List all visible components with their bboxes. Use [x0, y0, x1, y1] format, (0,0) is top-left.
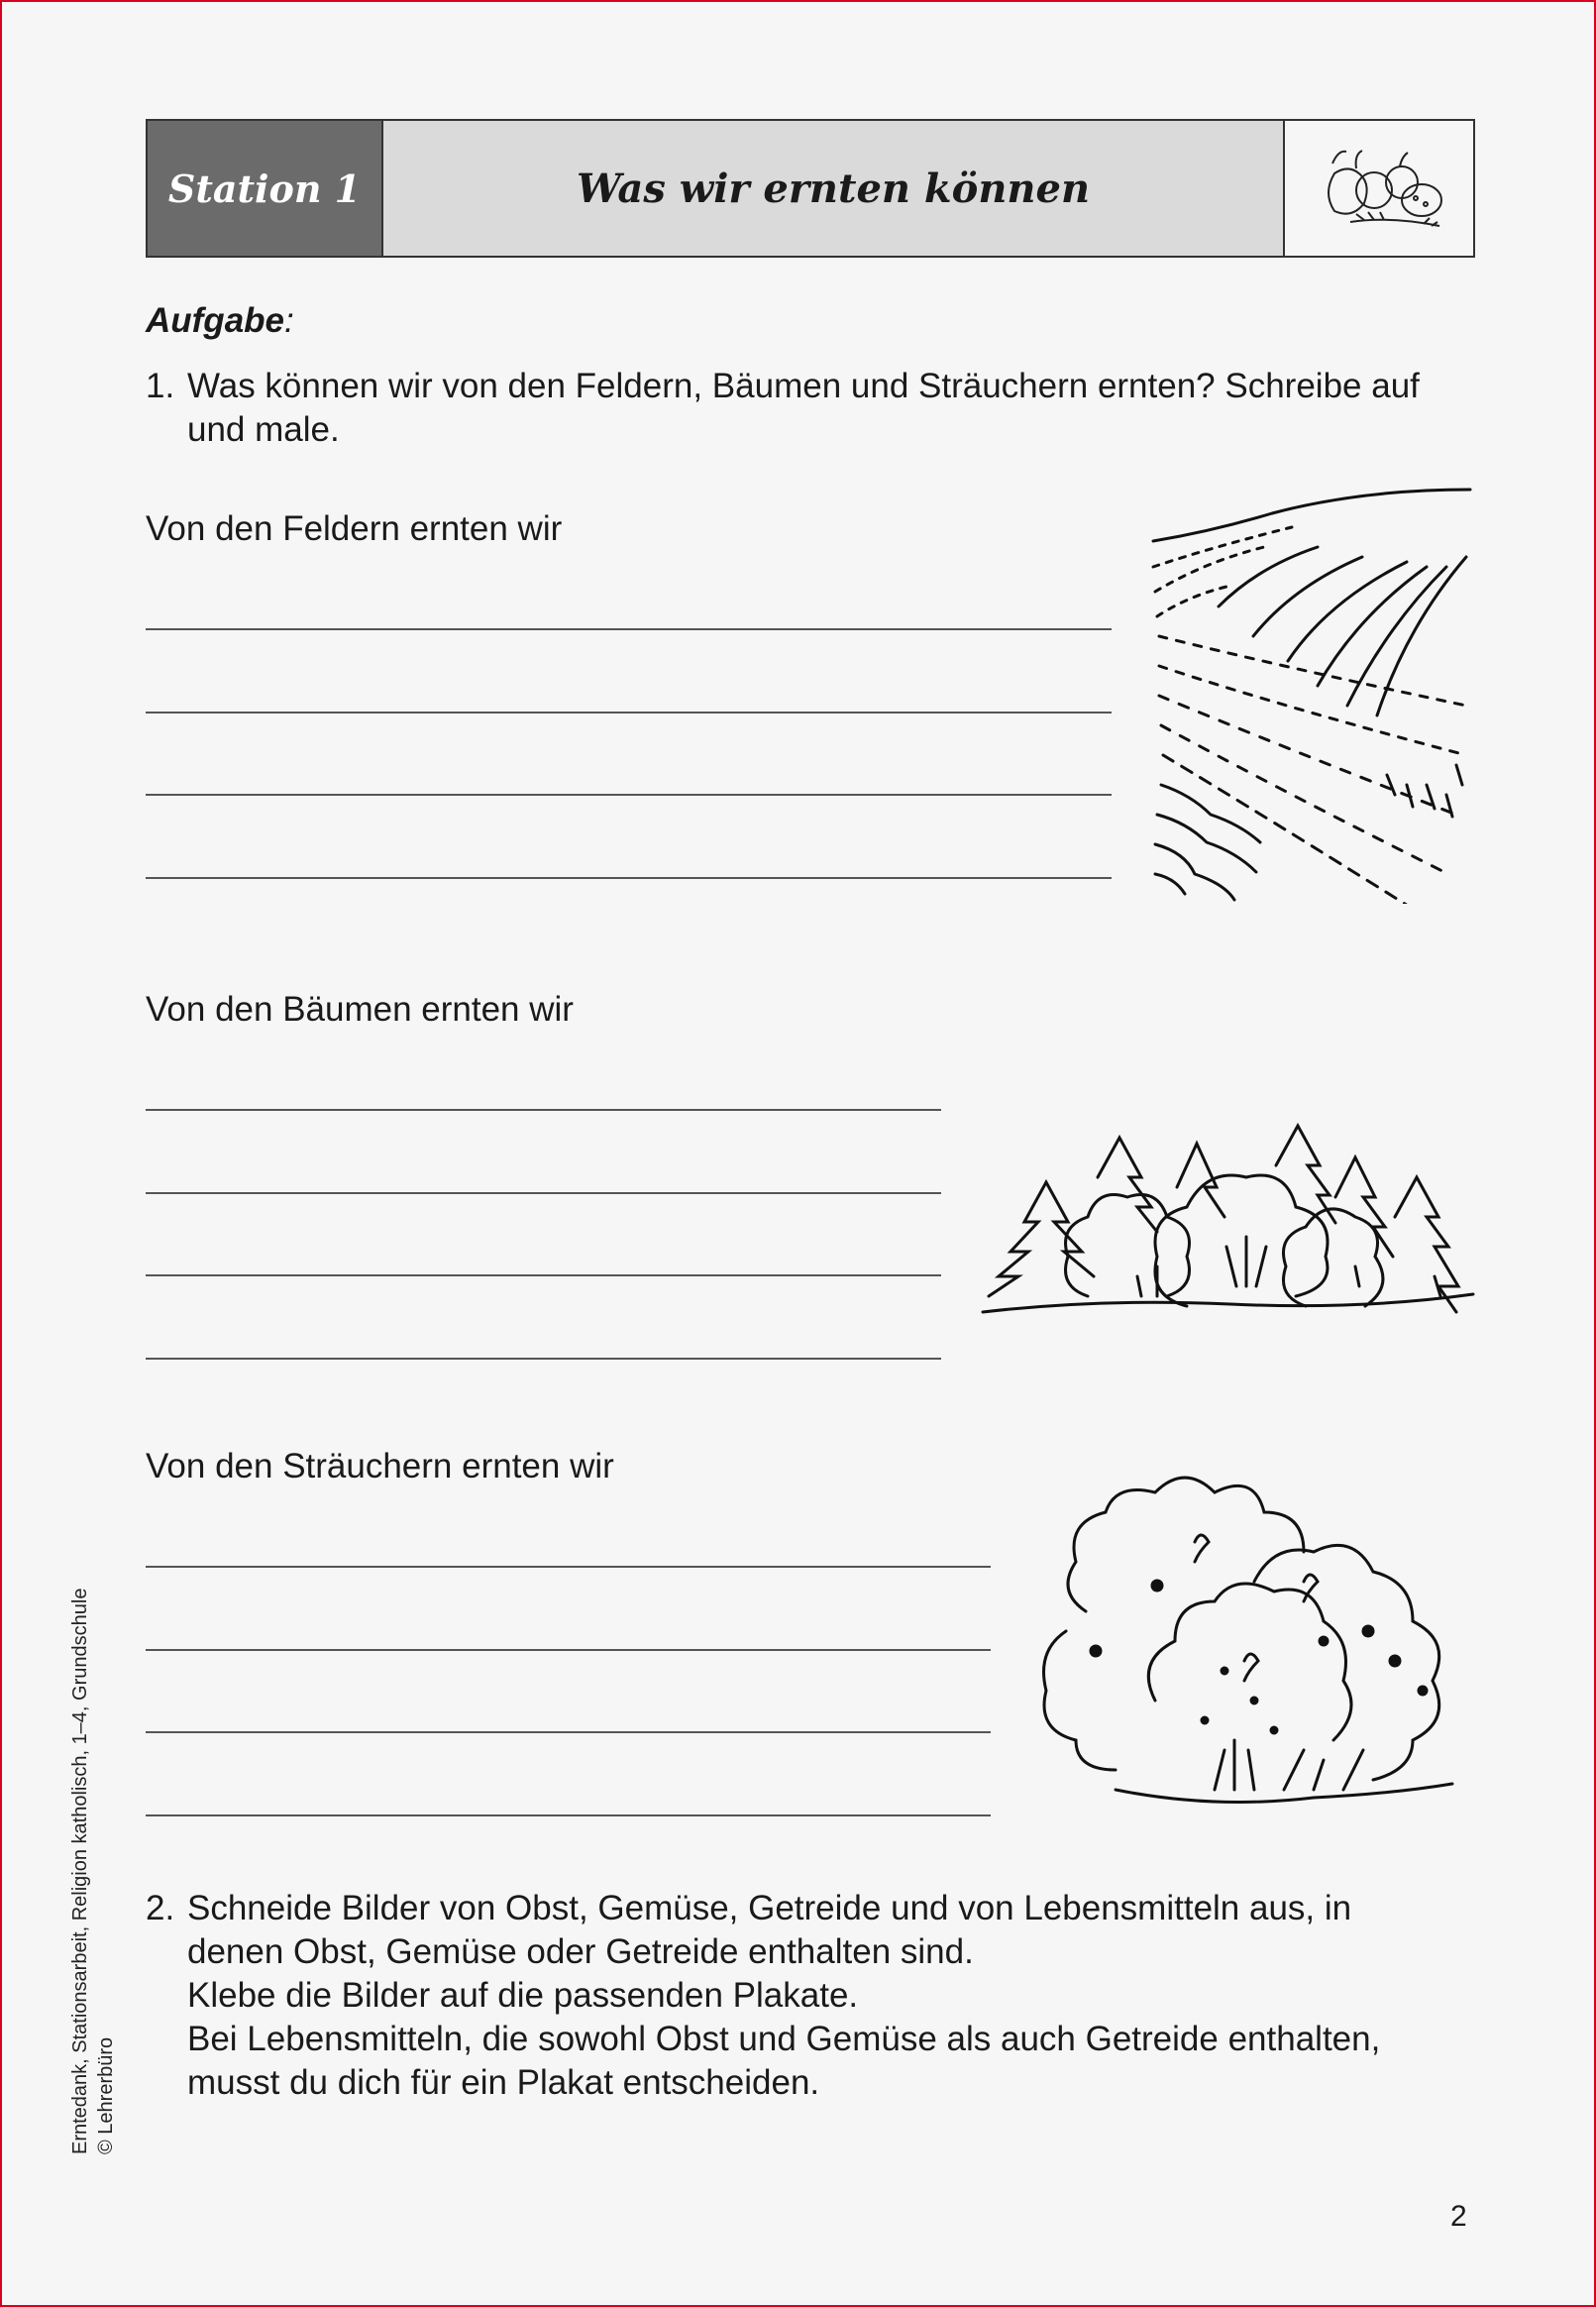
writing-line-feldern-3[interactable]: [146, 794, 1112, 796]
section-straeuchern-label: Von den Sträuchern ernten wir: [146, 1447, 614, 1485]
writing-line-baeumen-4[interactable]: [146, 1358, 941, 1360]
writing-line-baeumen-1[interactable]: [146, 1109, 941, 1111]
page-number: 2: [1450, 2200, 1467, 2233]
aufgabe-label: Aufgabe: [146, 301, 284, 340]
writing-line-feldern-4[interactable]: [146, 877, 1112, 879]
writing-line-feldern-1[interactable]: [146, 628, 1112, 630]
page-title: Was wir ernten können: [383, 121, 1285, 256]
trees-icon: [979, 1118, 1479, 1341]
task-1-text: Was können wir von den Feldern, Bäumen und Sträuchern ernten? Schreibe auf und male.: [187, 367, 1420, 449]
station-label: Station 1: [148, 121, 383, 256]
task-2-number: 2.: [146, 1889, 175, 1927]
writing-line-baeumen-3[interactable]: [146, 1274, 941, 1276]
bush-icon: [1026, 1473, 1472, 1824]
writing-line-baeumen-2[interactable]: [146, 1192, 941, 1194]
task-2-line: Klebe die Bilder auf die passenden Plakate.: [187, 1976, 859, 2015]
writing-line-straeuchern-1[interactable]: [146, 1566, 991, 1568]
task-2-line: Bei Lebensmitteln, die sowohl Obst und Gemüse als auch Getreide enthalten,: [187, 2020, 1381, 2058]
task-1: [146, 365, 1475, 452]
task-2-line: Schneide Bilder von Obst, Gemüse, Getreide und von Lebensmitteln aus, in: [187, 1889, 1352, 1927]
task-1-number: 1.: [146, 367, 175, 405]
writing-line-straeuchern-4[interactable]: [146, 1814, 991, 1816]
sidebar-credit-line-1: Erntedank, Stationsarbeit, Religion katholisch, 1–4, Grundschule: [69, 1588, 91, 2154]
field-icon: [1149, 488, 1476, 909]
writing-line-feldern-2[interactable]: [146, 712, 1112, 714]
fruit-basket-icon: [1285, 121, 1473, 256]
task-2-line: denen Obst, Gemüse oder Getreide enthalten sind.: [187, 1932, 974, 1971]
task-2: [146, 1887, 1475, 2105]
section-baeumen-label: Von den Bäumen ernten wir: [146, 990, 574, 1029]
writing-line-straeuchern-2[interactable]: [146, 1649, 991, 1651]
task-2-line: musst du dich für ein Plakat entscheiden.: [187, 2063, 820, 2102]
section-feldern-label: Von den Feldern ernten wir: [146, 509, 563, 548]
aufgabe-heading: [146, 299, 294, 343]
header-bar: [146, 119, 1475, 258]
writing-line-straeuchern-3[interactable]: [146, 1731, 991, 1733]
aufgabe-colon: :: [284, 301, 294, 340]
sidebar-credit: [67, 1589, 119, 2154]
task-2-text: [187, 1887, 1475, 2105]
sidebar-credit-line-2: © Lehrerbüro: [95, 2036, 117, 2154]
